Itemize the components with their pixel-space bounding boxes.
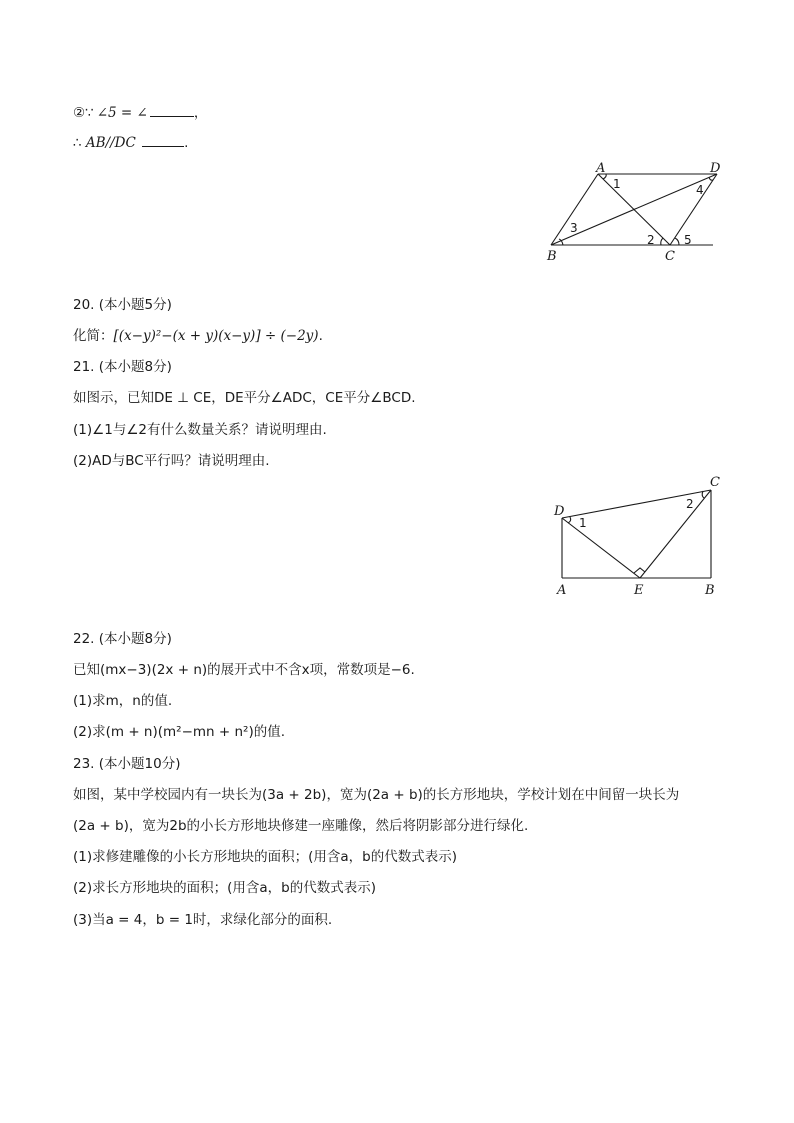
q23-intro-line1: 如图，某中学校园内有一块长为(3a + 2b)，宽为(2a + b)的长方形地块，学校计划在中间留一块长为 <box>73 787 680 803</box>
angle-arc-4 <box>709 177 713 180</box>
q21-header: 21. (本小题8分) <box>73 359 172 375</box>
q21-intro: 如图示，已知DE ⊥ CE，DE平分∠ADC，CE平分∠BCD. <box>73 390 416 406</box>
point-label-a: A <box>596 161 606 176</box>
trapezoid-figure <box>548 470 726 600</box>
right-angle-mark <box>634 568 645 573</box>
q21-part1: (1)∠1与∠2有什么数量关系？请说明理由. <box>73 422 327 438</box>
q22-part2: (2)求(m + n)(m²−mn + n²)的值. <box>73 724 286 740</box>
angle-arc-2 <box>702 491 704 498</box>
therefore-symbol: ∴ <box>73 135 82 151</box>
point-label-d: D <box>710 161 721 176</box>
angle-arc-2 <box>661 238 663 245</box>
q22-part1: (1)求m，n的值. <box>73 693 173 709</box>
point-label-b: B <box>547 249 557 264</box>
angle-label-2: 2 <box>686 497 694 511</box>
q20-body <box>73 327 323 345</box>
answer-blank[interactable] <box>150 116 194 117</box>
answer-blank[interactable] <box>142 146 184 147</box>
q19-item2-angle: ∠5 = ∠ <box>96 105 148 121</box>
angle-label-4: 4 <box>696 183 704 197</box>
point-label-b: B <box>705 583 715 598</box>
segment-dc <box>670 174 717 245</box>
q20-expression: [(x−y)²−(x + y)(x−y)] ÷ (−2y) <box>113 328 319 344</box>
angle-label-1: 1 <box>579 516 587 530</box>
q23-part2: (2)求长方形地块的面积；(用含a，b的代数式表示) <box>73 880 376 896</box>
point-label-e: E <box>634 583 644 598</box>
point-label-a: A <box>557 583 567 598</box>
angle-arc-1 <box>568 517 571 523</box>
q23-header: 23. (本小题10分) <box>73 756 181 772</box>
point-label-c: C <box>665 249 675 264</box>
q19-conclusion <box>73 134 188 152</box>
q23-part1: (1)求修建雕像的小长方形地块的面积；(用含a，b的代数式表示) <box>73 849 457 865</box>
q23-intro-line2: (2a + b)，宽为2b的小长方形地块修建一座雕像，然后将阴影部分进行绿化. <box>73 818 529 834</box>
q19-item2-prefix: ②∵ <box>73 105 94 121</box>
angle-label-1: 1 <box>613 177 621 191</box>
angle-label-2: 2 <box>647 233 655 247</box>
point-label-d: D <box>554 504 565 519</box>
q19-conclusion-end: . <box>184 135 189 151</box>
q23-part3: (3)当a = 4，b = 1时，求绿化部分的面积. <box>73 912 333 928</box>
angle-label-3: 3 <box>570 221 578 235</box>
parallelogram-figure <box>540 158 726 266</box>
q20-body-prefix: 化简： <box>73 328 114 344</box>
q20-body-end: . <box>318 328 323 344</box>
q22-intro: 已知(mx−3)(2x + n)的展开式中不含x项，常数项是−6. <box>73 662 415 678</box>
q22-header: 22. (本小题8分) <box>73 631 172 647</box>
q21-part2: (2)AD与BC平行吗？请说明理由. <box>73 453 270 469</box>
q19-item2 <box>73 104 207 122</box>
point-label-c: C <box>710 475 720 490</box>
q19-conclusion-math: AB//DC <box>85 135 136 151</box>
q20-header: 20. (本小题5分) <box>73 297 172 313</box>
angle-arc-5 <box>675 238 679 245</box>
q19-item2-end: ， <box>193 105 208 121</box>
segment-ec <box>640 490 711 578</box>
angle-label-5: 5 <box>684 233 692 247</box>
segment-de <box>562 518 640 578</box>
